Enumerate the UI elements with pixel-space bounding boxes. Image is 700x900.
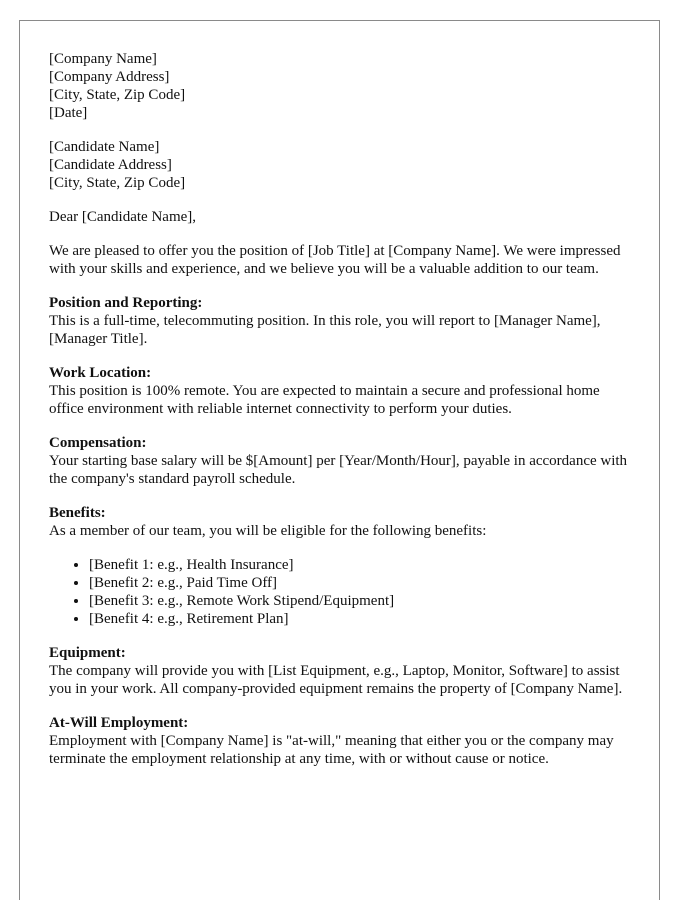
letter-date: [Date]	[49, 105, 88, 121]
benefits-body: As a member of our team, you will be eligible for the following benefits:	[49, 523, 487, 539]
benefits-list	[49, 556, 633, 628]
recipient-address: [Candidate Address]	[49, 157, 172, 173]
recipient-city-state-zip: [City, State, Zip Code]	[49, 175, 186, 191]
location-section	[49, 364, 633, 418]
intro-paragraph: We are pleased to offer you the position of [Job Title] at [Company Name]. We were impressed with your skills and experience, and we believe you will be a valuable addition to our team.	[49, 243, 621, 277]
position-heading: Position and Reporting:	[49, 295, 203, 311]
recipient-block	[49, 138, 633, 192]
equipment-body: The company will provide you with [List Equipment, e.g., Laptop, Monitor, Software] to assist you in your work. All company-provided equipment remains the property of [Company Name].	[49, 663, 623, 697]
equipment-heading: Equipment:	[49, 645, 126, 661]
letter-page	[19, 20, 660, 900]
position-body: This is a full-time, telecommuting position. In this role, you will report to [Manager Name], [Manager Title].	[49, 313, 601, 347]
sender-city-state-zip: [City, State, Zip Code]	[49, 87, 186, 103]
benefit-item: • [Benefit 3: e.g., Remote Work Stipend/Equipment]	[89, 592, 633, 610]
compensation-heading: Compensation:	[49, 435, 147, 451]
sender-block	[49, 50, 633, 122]
sender-company-name: [Company Name]	[49, 51, 157, 67]
compensation-body: Your starting base salary will be $[Amount] per [Year/Month/Hour], payable in accordance with the company's standard payroll schedule.	[49, 453, 628, 487]
recipient-name: [Candidate Name]	[49, 139, 160, 155]
letter-content	[49, 50, 633, 784]
benefit-item: • [Benefit 1: e.g., Health Insurance]	[89, 556, 633, 574]
sender-company-address: [Company Address]	[49, 69, 170, 85]
at-will-section	[49, 714, 633, 768]
compensation-section	[49, 434, 633, 488]
benefits-section	[49, 504, 633, 540]
at-will-heading: At-Will Employment:	[49, 715, 189, 731]
salutation: Dear [Candidate Name],	[49, 209, 197, 225]
at-will-body: Employment with [Company Name] is "at-will," meaning that either you or the company may terminate the employment relationship at any time, with or without cause or notice.	[49, 733, 614, 767]
location-heading: Work Location:	[49, 365, 152, 381]
location-body: This position is 100% remote. You are expected to maintain a secure and professional home office environment with reliable internet connectivity to perform your duties.	[49, 383, 600, 417]
benefits-heading: Benefits:	[49, 505, 106, 521]
position-section	[49, 294, 633, 348]
benefit-item: • [Benefit 4: e.g., Retirement Plan]	[89, 610, 633, 628]
benefit-item: • [Benefit 2: e.g., Paid Time Off]	[89, 574, 633, 592]
equipment-section	[49, 644, 633, 698]
